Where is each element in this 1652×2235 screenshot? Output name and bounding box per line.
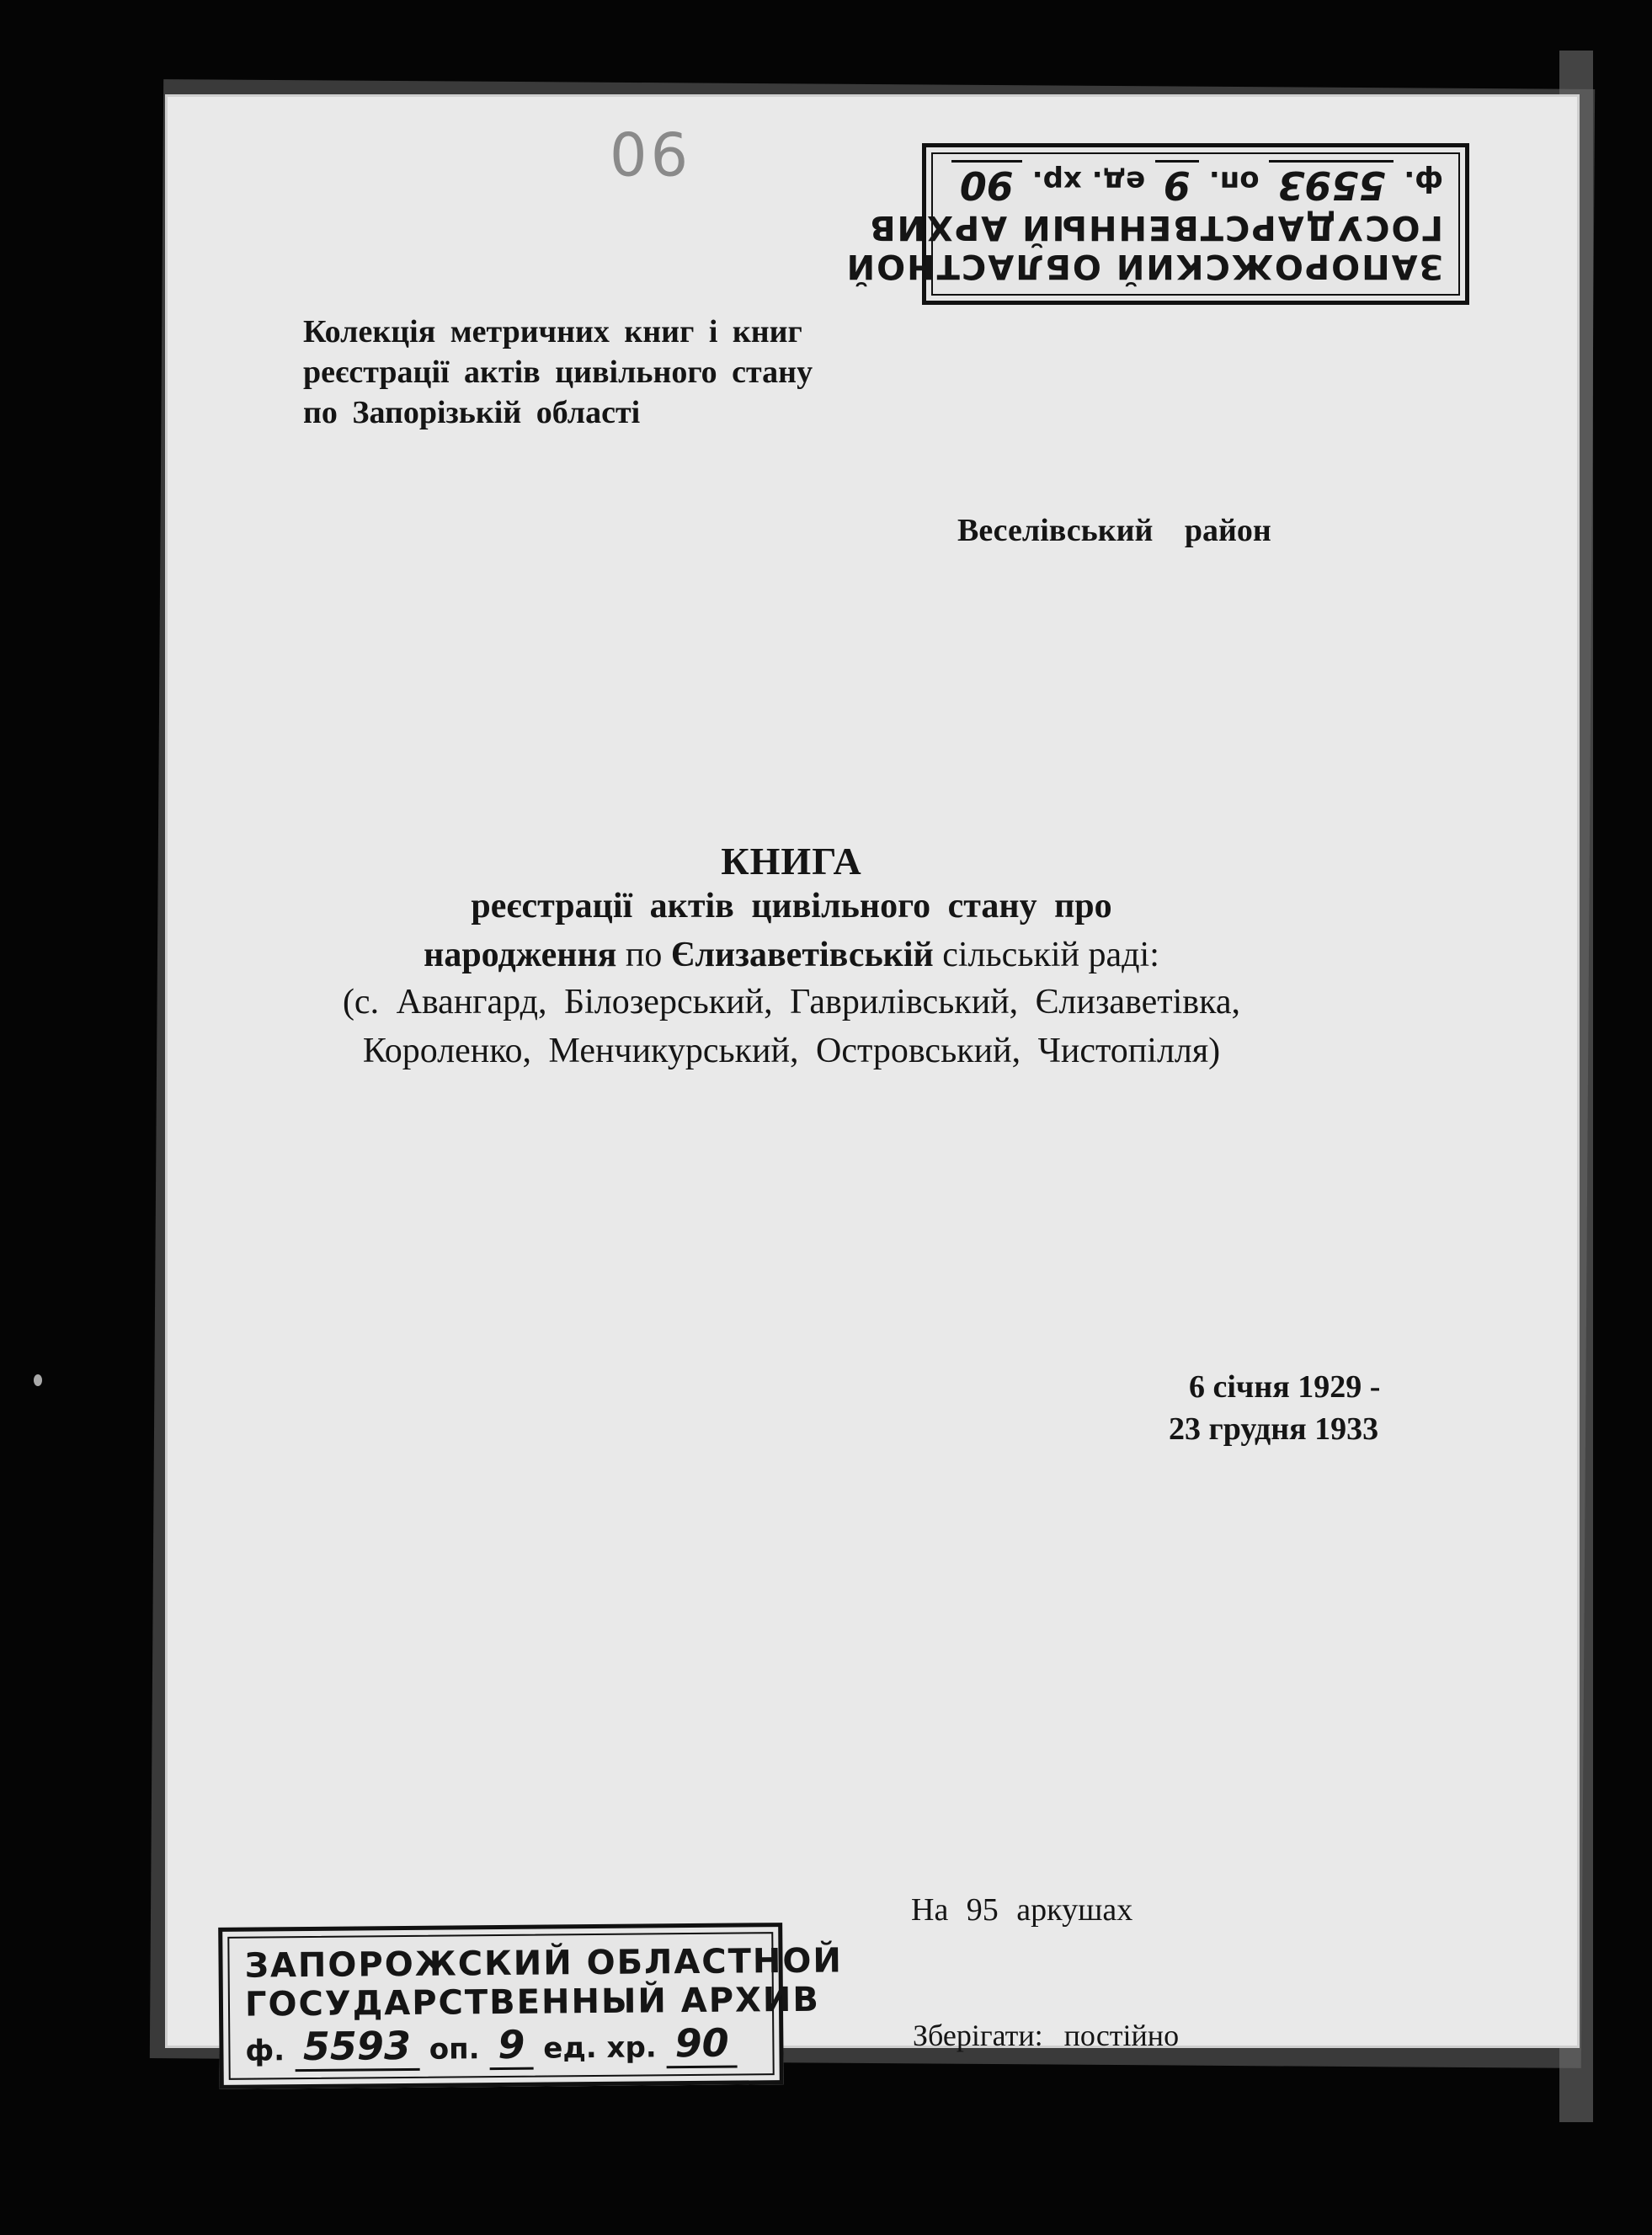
collection-line3: по Запорізькій області [303, 395, 641, 430]
stamp-top-reference: ф. 5593 оп. 9 ед. хр. 90 [948, 163, 1443, 208]
retention-note: Зберігати: постійно [913, 2019, 1180, 2052]
stamp-top-inventory: 9 [1155, 160, 1199, 208]
stamp-bottom-reference: ф. 5593 оп. 9 ед. хр. 90 [245, 2019, 757, 2069]
stamp-bottom-inventory: 9 [489, 2022, 534, 2070]
handwritten-number: 90 [606, 118, 689, 187]
villages-line1: (с. Авангард, Білозерський, Гаврилівський, Єлизаветівка, [342, 983, 1241, 1021]
date-range [1169, 1366, 1380, 1450]
stamp-bottom-fund: 5593 [295, 2023, 420, 2072]
stamp-top-fund: 5593 [1269, 160, 1394, 208]
stamp-top-line1: ЗАПОРОЖСКИЙ ОБЛАСТНОЙ [845, 247, 1443, 285]
collection-heading [303, 312, 813, 433]
stamp-bottom-line2: ГОСУДАРСТВЕННЫЙ АРХИВ [244, 1980, 821, 2024]
book-title: КНИГА [721, 840, 862, 883]
date-end: 23 грудня 1933 [1169, 1411, 1379, 1447]
collection-line2: реєстрації актів цивільного стану [303, 355, 813, 390]
collection-line1: Колекція метричних книг і книг [303, 314, 802, 349]
date-start: 6 січня 1929 - [1189, 1369, 1381, 1405]
villages-line2: Короленко, Менчикурський, Островський, Чистопілля) [362, 1032, 1221, 1070]
book-subtitle: реєстрації актів цивільного стану про [471, 887, 1112, 925]
book-line3: народження по Єлизаветівській сільській раді: [424, 936, 1159, 974]
stamp-bottom-item: 90 [666, 2020, 738, 2069]
stamp-bottom-line1: ЗАПОРОЖСКИЙ ОБЛАСТНОЙ [244, 1941, 844, 1986]
stamp-top-item: 90 [951, 160, 1022, 208]
archive-stamp-bottom [218, 1923, 844, 2089]
scan-speck [34, 1374, 42, 1386]
archive-stamp-top [845, 143, 1469, 305]
district-name: Веселівський район [957, 513, 1271, 548]
stamp-top-line2: ГОСУДАРСТВЕННЫЙ АРХИВ [868, 208, 1443, 247]
sheet-count: На 95 аркушах [911, 1892, 1133, 1928]
